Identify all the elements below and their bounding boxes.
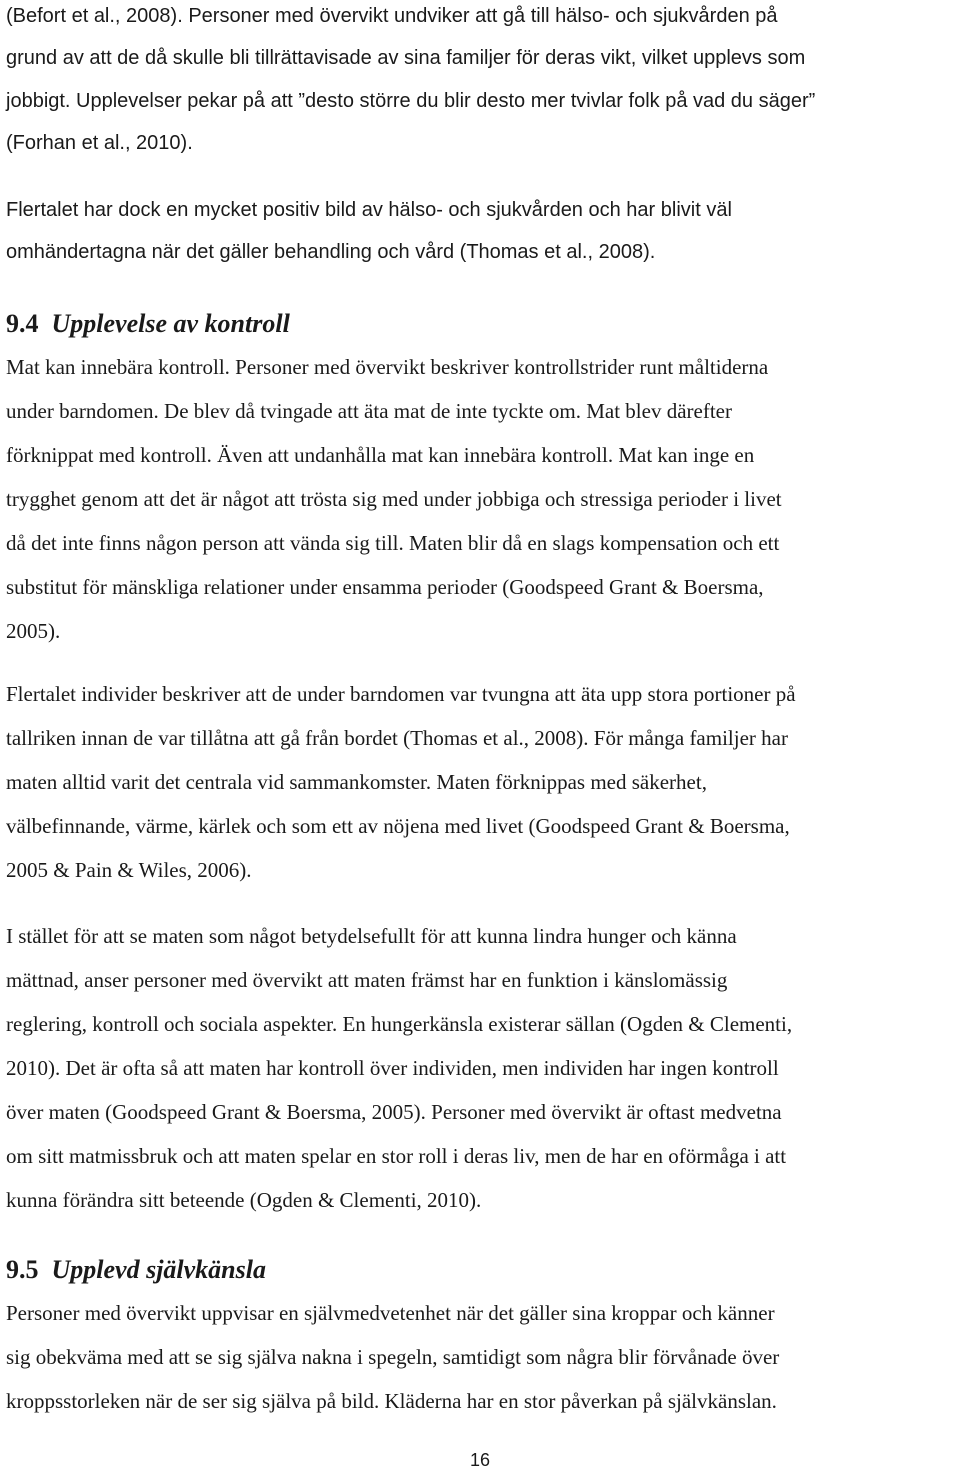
paragraph-3-line-7: 2005). [6, 619, 61, 643]
paragraph-1-line-1: (Befort et al., 2008). Personer med övervikt undviker att gå till hälso- och sjukvården på [6, 5, 778, 27]
paragraph-1-line-2: grund av att de då skulle bli tillrättavisade av sina familjer för deras vikt, vilket upplevs som [6, 47, 806, 69]
paragraph-2-line-2: omhändertagna när det gäller behandling och vård (Thomas et al., 2008). [6, 241, 656, 263]
paragraph-5-line-4: 2010). Det är ofta så att maten har kontroll över individen, men individen har ingen kontroll [6, 1056, 779, 1080]
paragraph-5-line-3: reglering, kontroll och sociala aspekter. En hungerkänsla existerar sällan (Ogden & Clementi, [6, 1012, 793, 1036]
section-title: Upplevd självkänsla [51, 1255, 266, 1284]
paragraph-3-line-3: förknippat med kontroll. Även att undanhålla mat kan innebära kontroll. Mat kan inge en [6, 443, 755, 467]
paragraph-4-line-2: tallriken innan de var tillåtna att gå från bordet (Thomas et al., 2008). För många familjer har [6, 726, 788, 750]
paragraph-3-line-5: då det inte finns någon person att vända sig till. Maten blir då en slags kompensation och ett [6, 531, 780, 555]
section-title: Upplevelse av kontroll [51, 309, 290, 338]
paragraph-4-line-1: Flertalet individer beskriver att de under barndomen var tvungna att äta upp stora portioner på [6, 682, 796, 706]
paragraph-5-line-6: om sitt matmissbruk och att maten spelar en stor roll i deras liv, men de har en oförmåga i att [6, 1144, 787, 1168]
paragraph-4-line-3: maten alltid varit det centrala vid sammankomster. Maten förknippas med säkerhet, [6, 770, 707, 794]
paragraph-5-line-5: över maten (Goodspeed Grant & Boersma, 2005). Personer med övervikt är oftast medvetna [6, 1100, 782, 1124]
paragraph-4-line-5: 2005 & Pain & Wiles, 2006). [6, 858, 252, 882]
paragraph-5-line-7: kunna förändra sitt beteende (Ogden & Clementi, 2010). [6, 1188, 482, 1212]
page-number: 16 [469, 1450, 491, 1470]
paragraph-3-line-4: trygghet genom att det är något att trösta sig med under jobbiga och stressiga perioder i livet [6, 487, 782, 511]
section-number: 9.4 [6, 309, 39, 338]
section-heading-9-4 [6, 308, 290, 340]
paragraph-1-line-4: (Forhan et al., 2010). [6, 132, 193, 154]
paragraph-5-line-1: I stället för att se maten som något betydelsefullt för att kunna lindra hunger och känna [6, 924, 737, 948]
paragraph-3-line-2: under barndomen. De blev då tvingade att äta mat de inte tyckte om. Mat blev därefter [6, 399, 732, 423]
section-number: 9.5 [6, 1255, 39, 1284]
paragraph-3-line-6: substitut för mänskliga relationer under ensamma perioder (Goodspeed Grant & Boersma, [6, 575, 764, 599]
paragraph-6-line-2: sig obekväma med att se sig själva nakna i spegeln, samtidigt som några blir förvånade över [6, 1345, 780, 1369]
paragraph-6-line-1: Personer med övervikt uppvisar en självmedvetenhet när det gäller sina kroppar och känner [6, 1301, 775, 1325]
paragraph-3-line-1: Mat kan innebära kontroll. Personer med övervikt beskriver kontrollstrider runt måltiderna [6, 355, 769, 379]
section-heading-9-5 [6, 1254, 266, 1286]
paragraph-2-line-1: Flertalet har dock en mycket positiv bild av hälso- och sjukvården och har blivit väl [6, 199, 732, 221]
paragraph-6-line-3: kroppsstorleken när de ser sig själva på bild. Kläderna har en stor påverkan på självkänslan. [6, 1389, 777, 1413]
paragraph-5-line-2: mättnad, anser personer med övervikt att maten främst har en funktion i känslomässig [6, 968, 728, 992]
paragraph-4-line-4: välbefinnande, värme, kärlek och som ett av nöjena med livet (Goodspeed Grant & Boersma, [6, 814, 790, 838]
paragraph-1-line-3: jobbigt. Upplevelser pekar på att ”desto större du blir desto mer tvivlar folk på vad du säger” [6, 90, 816, 112]
